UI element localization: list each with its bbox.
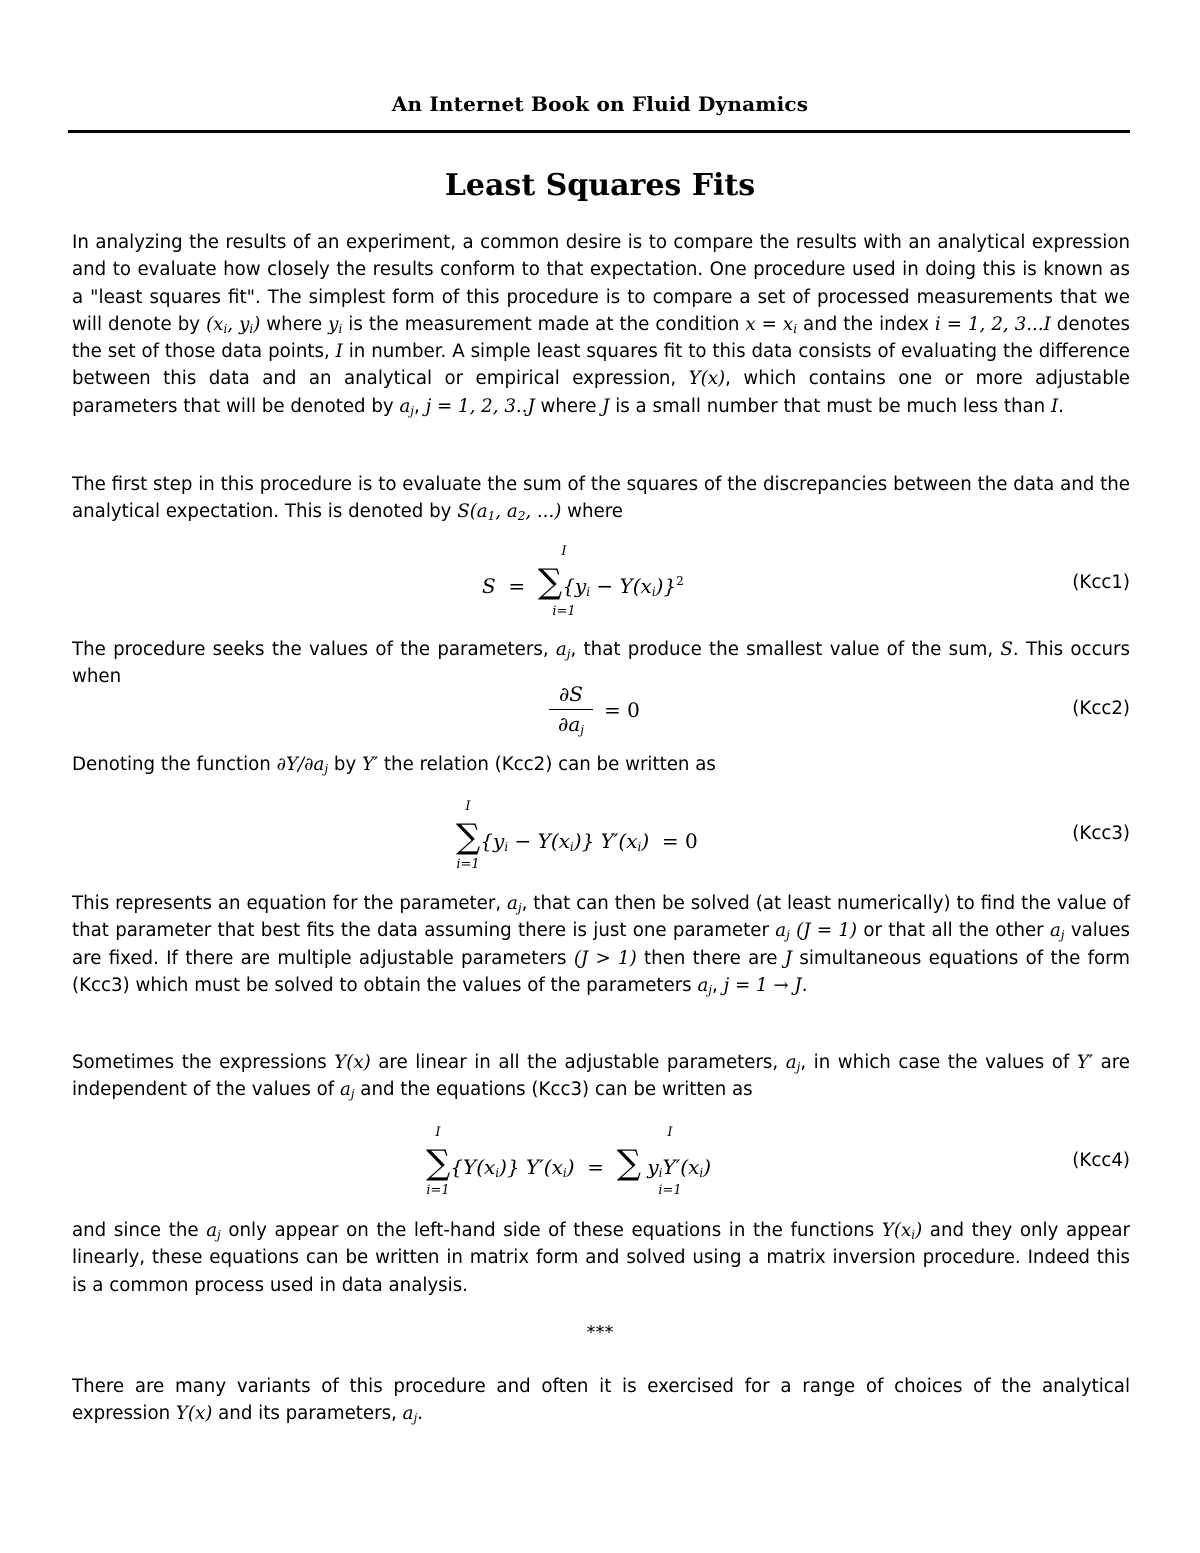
sum-lower-limit: i=1 [552,604,576,619]
paragraph-linear: Sometimes the expressions Y(x) are linear in all the adjustable parameters, $a_j$, in which case the values of Y′ are independent of the values of $a_j$ and the equations (Kcc3) can be written as [72,1052,1130,1102]
equation-number: (Kcc1) [1072,572,1130,593]
equation-number: (Kcc2) [1072,698,1130,719]
paragraph-procedure: The procedure seeks the values of the parameters, $a_j$, that produce the smallest value of the sum, S. This occurs when [72,639,1130,688]
sum-upper-limit: I [667,1125,673,1140]
equation-kcc3-body: $\sum\{y_i - Y(x_i)\} Y'(x_i) = 0$ [456,817,698,857]
sum-lower-limit: i=1 [456,857,480,872]
equation-kcc4-body: $\sum\{Y(x_i)\} Y'(x_i)$ = ∑ $y_iY'(x_i)$ [426,1143,711,1183]
equation-number: (Kcc3) [1072,823,1130,844]
sum-upper-limit: I [561,544,567,559]
paragraph-matrix: and since the $a_j$ only appear on the left-hand side of these equations in the functions $Y(x_i)$ and they only appear linearly, these equations can be written in matrix form and solved using a matrix inversion procedure. Indeed this is a common process used in data analysis. [72,1220,1131,1296]
paragraph-denoting: Denoting the function $\partial Y/\partial a_j$ by Y′ the relation (Kcc2) can be written as [72,754,716,776]
paragraph-represents: This represents an equation for the parameter, $a_j$, that can then be solved (at least numerically) to find the value of that parameter that best fits the data assuming there is just one parameter $a_j$ (J = 1) or that all the other $a_j$ values are fixed. If there are multiple adjustable parameters (J > 1) then there are J simultaneous equations of the form (Kcc3) which must be solved to obtain the values of the parameters $a_j$, j = 1 → J. [72,893,1131,997]
sum-lower-limit: i=1 [658,1183,682,1198]
summation-symbol: ∑ [456,817,481,857]
paragraph-intro: In analyzing the results of an experiment, a common desire is to compare the results with an analytical expression and to evaluate how closely the results conform to that expectation. One procedure used in doing this is known as a "least squares fit". The simplest form of this procedure is to compare a set of processed measurements that we will denote by ($x_i$, $y_i$) where $y_i$ is the measurement made at the condition $x = x_i$ and the index i = 1, 2, 3...I denotes the set of those data points, I in number. A simple least squares fit to this data consists of evaluating the difference between this data and an analytical or empirical expression, Y(x), which contains one or more adjustable parameters that will be denoted by $a_j$, j = 1, 2, 3..J where J is a small number that must be much less than I. [72,232,1130,418]
summation-symbol: ∑ [537,562,563,602]
running-header: An Internet Book on Fluid Dynamics [391,92,809,116]
page-title: Least Squares Fits [444,168,756,203]
summation-symbol: ∑ [426,1143,451,1183]
equation-kcc2-rhs: = 0 [604,698,640,722]
equation-kcc1-body: $S = \sum\{y_i - Y(x_i)\}^2$ [482,562,684,602]
paragraph-first-step: The first step in this procedure is to evaluate the sum of the squares of the discrepancies between the data and the analytical expectation. This is denoted by $S(a_1$, $a_2$, ...) where [72,474,1130,524]
sum-upper-limit: I [435,1125,441,1140]
equation-number: (Kcc4) [1072,1150,1130,1171]
paragraph-variants: There are many variants of this procedure and often it is exercised for a range of choices of the analytical expression Y(x) and its parameters, $a_j$. [72,1376,1130,1426]
header-rule [68,130,1130,133]
section-separator: *** [586,1322,614,1343]
partial-derivative-fraction: ∂S $\partial a_j$ [549,682,593,736]
summation-symbol: ∑ [616,1143,641,1183]
sum-lower-limit: i=1 [426,1183,450,1198]
sum-upper-limit: I [465,799,471,814]
